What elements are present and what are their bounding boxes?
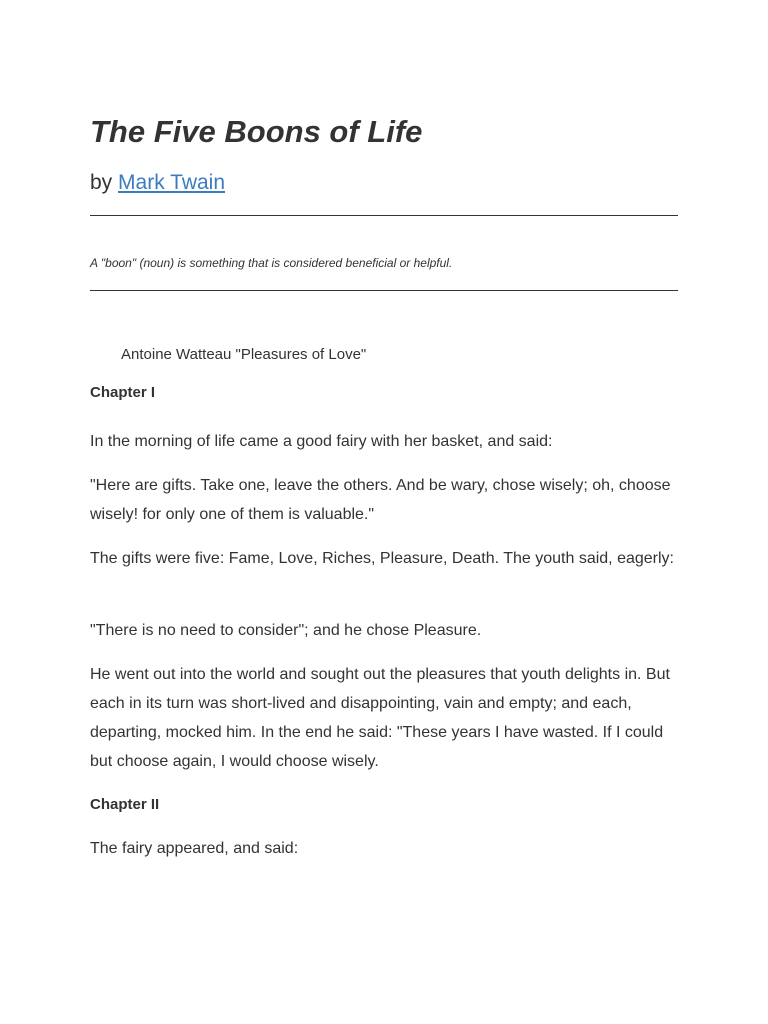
paragraph: The fairy appeared, and said: <box>90 840 299 857</box>
paragraph: "Here are gifts. Take one, leave the others. And be wary, chose wisely; oh, choose wisely! for only one of them is valuable." <box>90 477 671 523</box>
paragraph: The gifts were five: Fame, Love, Riches, Pleasure, Death. The youth said, eagerly: <box>90 550 674 567</box>
page-title: The Five Boons of Life <box>90 114 423 149</box>
paragraph: In the morning of life came a good fairy with her basket, and said: <box>90 433 553 450</box>
author-link[interactable]: Mark Twain <box>118 171 226 194</box>
divider-bottom <box>90 290 678 291</box>
boon-definition: A "boon" (noun) is something that is considered beneficial or helpful. <box>90 256 453 270</box>
divider-top <box>90 215 678 216</box>
chapter-heading-1: Chapter I <box>90 384 156 401</box>
byline-prefix: by <box>90 171 113 194</box>
image-caption: Antoine Watteau "Pleasures of Love" <box>121 346 367 363</box>
chapter-heading-2: Chapter II <box>90 796 160 813</box>
byline <box>90 168 225 198</box>
paragraph: He went out into the world and sought out the pleasures that youth delights in. But each in its turn was short-lived and disappointing, vain and empty; and each, departing, mocked him. In the end he said: "These years I have wasted. If I could but choose again, I would choose wisely. <box>90 666 670 770</box>
paragraph: "There is no need to consider"; and he chose Pleasure. <box>90 622 482 639</box>
